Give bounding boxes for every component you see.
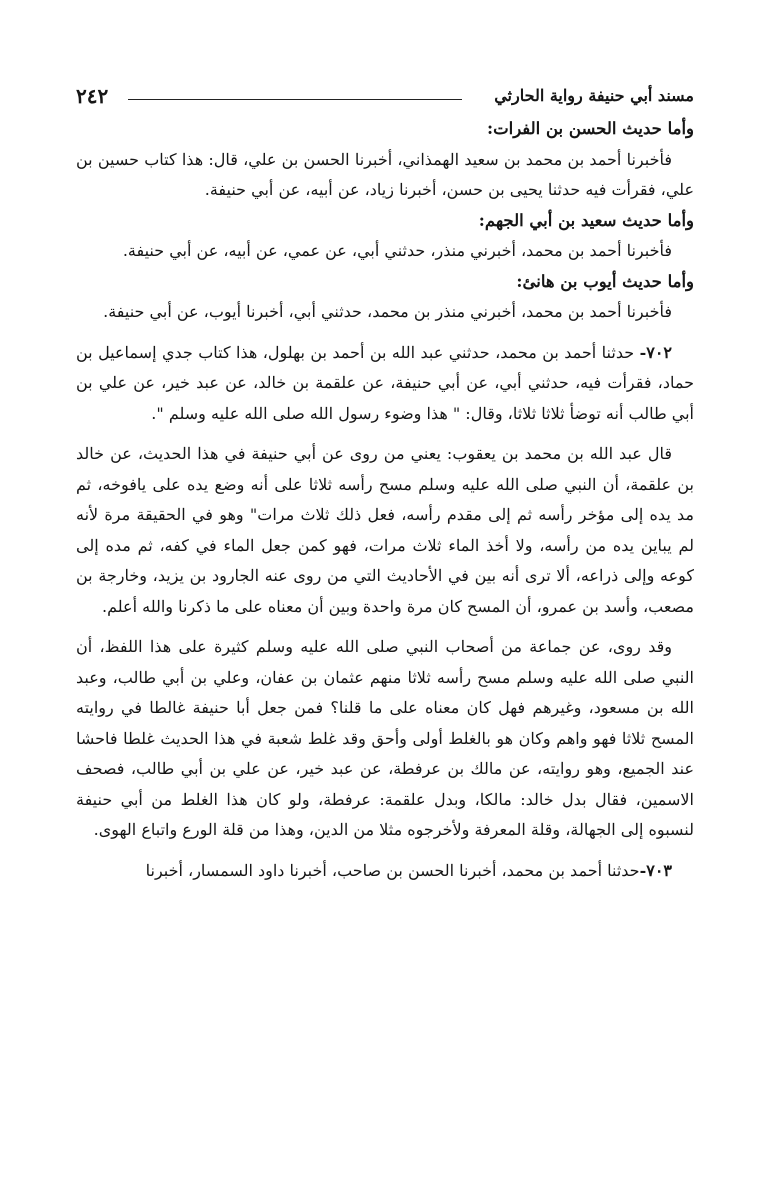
commentary-paragraph: وقد روى، عن جماعة من أصحاب النبي صلى الله عليه وسلم كثيرة على هذا اللفظ، أن النبي صلى الله عليه وسلم مسح رأسه ثلاثا منهم عثمان بن عفان، وعلي بن أبي طالب، وعبد الله بن مسعود، وغيرهم فهل كان معناه على ما قلنا؟ فمن جعل أبا حنيفة غالطا في روايته المسح ثلاثا فهو واهم وكان هو بالغلط أولى وأحق وقد غلط شعبة في هذا الحديث غلطا فاحشا عند الجميع، وهو روايته، عن مالك بن عرفطة، عن عبد خير، عن علي بن أبي طالب، فصحف الاسمين، فقال بدل خالد: مالكا، وبدل علقمة: عرفطة، ولو كان هذا الغلط من أبي حنيفة لنسبوه إلى الجهالة، وقلة المعرفة ولأخرجوه مثلا من الدين، وهذا من قلة الورع واتباع الهوى. — [76, 637, 694, 839]
book-page — [76, 80, 694, 886]
hadith-paragraph — [76, 856, 694, 887]
commentary-1 — [76, 439, 694, 622]
hadith-number: ٧٠٢- — [639, 342, 672, 362]
paragraph-gap — [76, 328, 694, 338]
section-heading: وأما حديث سعيد بن أبي الجهم: — [478, 210, 694, 230]
hadith-703 — [76, 856, 694, 887]
hadith-text: حدثنا أحمد بن محمد، حدثني عبد الله بن أحمد بن بهلول، هذا كتاب جدي إسماعيل بن حماد، فقرأت فيه، حدثني أبي، عن أبي حنيفة، عن علقمة بن خالد، عن عبد خير، عن علي بن أبي طالب أنه توضأ ثلاثا ثلاثا، وقال: " هذا وضوء رسول الله صلى الله عليه وسلم ". — [76, 342, 694, 423]
section-text: فأخبرنا أحمد بن محمد بن سعيد الهمذاني، أخبرنا الحسن بن علي، قال: هذا كتاب حسين بن علي، فقرأت فيه حدثنا يحيى بن حسن، أخبرنا زياد، عن أبيه، عن أبي حنيفة. — [76, 149, 694, 199]
paragraph-gap — [76, 622, 694, 632]
hadith-702 — [76, 338, 694, 430]
section-heading: وأما حديث أيوب بن هانئ: — [516, 271, 694, 291]
paragraph-gap — [76, 846, 694, 856]
commentary-2 — [76, 632, 694, 846]
hadith-paragraph — [76, 338, 694, 430]
section-text: فأخبرنا أحمد بن محمد، أخبرني منذر، حدثني أبي، عن عمي، عن أبيه، عن أبي حنيفة. — [122, 241, 672, 260]
running-title: مسند أبي حنيفة رواية الحارثي — [494, 86, 694, 105]
paragraph-gap — [76, 429, 694, 439]
hadith-number: ٧٠٣- — [639, 860, 672, 880]
chains-of-transmission — [76, 114, 694, 328]
section-text: فأخبرنا أحمد بن محمد، أخبرني منذر بن محمد، حدثني أبي، أخبرنا أيوب، عن أبي حنيفة. — [103, 302, 672, 321]
commentary-paragraph: قال عبد الله بن محمد بن يعقوب: يعني من روى عن أبي حنيفة في هذا الحديث، عن خالد بن علقمة، أن النبي صلى الله عليه وسلم مسح رأسه ثلاثا على أنه وضع يده على يافوخه، ثم مد يده إلى مؤخر رأسه ثم إلى مقدم رأسه، فعل ذلك ثلاث مرات" وهو في الحقيقة مرة لأنه لم يباين يده من رأسه، ولا أخذ الماء ثلاث مرات، فهو كمن جعل الماء في كفه، ثم مده إلى كوعه وإلى ذراعه، ألا ترى أنه بين في الأحاديث التي من روى عنه الجارود بن يزيد، وخارجة بن مصعب، وأسد بن عمرو، أن المسح كان مرة واحدة وبين أن معناه على ما ذكرنا والله أعلم. — [76, 444, 694, 616]
page-header — [76, 80, 694, 114]
page-number: ٢٤٢ — [76, 84, 109, 108]
hadith-text: حدثنا أحمد بن محمد، أخبرنا الحسن بن صاحب، أخبرنا داود السمسار، أخبرنا — [145, 860, 640, 880]
header-rule — [128, 99, 462, 100]
section-heading: وأما حديث الحسن بن الفرات: — [486, 119, 694, 138]
